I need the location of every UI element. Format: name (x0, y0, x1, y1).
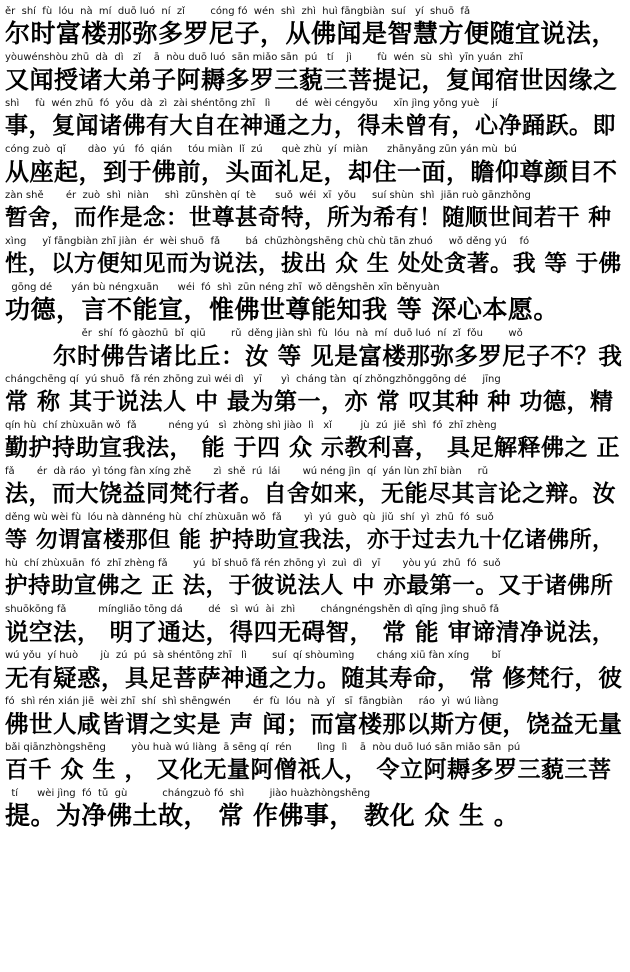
chinese-text: 尔时富楼那弥多罗尼子，从佛闻是智慧方便随宜说法， (5, 19, 618, 48)
chinese-text: 事，复闻诸佛有大自在神通之力，得未曾有，心净踊跃。即 (5, 112, 616, 139)
text-line (5, 328, 622, 374)
text-line (5, 236, 622, 282)
text-line (5, 696, 622, 742)
pinyin-annotation: qín hù chí zhùxuān wǒ fǎ néng yú sì zhòng shì jiào lì xǐ jù zú jiě shì fó zhī zhèng (5, 420, 497, 431)
chinese-text: 又闻授诸大弟子阿耨多罗三藐三菩提记，复闻宿世因缘之 (5, 65, 618, 94)
pinyin-annotation: shì fù wén zhū fó yǒu dà zì zài shéntōng zhī lì dé wèi céngyǒu xīn jìng yǒng yuè jí (5, 98, 498, 109)
pinyin-annotation: ěr shí fù lóu nà mí duō luó ní zǐ cóng fó wén shì zhì huì fāngbiàn suí yí shuō fǎ (5, 6, 471, 17)
text-line (5, 466, 622, 512)
text-body (5, 6, 622, 834)
chinese-text: 等 勿谓富楼那但 能 护持助宣我法，亦于过去九十亿诸佛所， (5, 527, 615, 553)
pinyin-annotation: gōng dé yán bù néngxuān wéi fó shì zūn néng zhī wǒ děngshēn xīn běnyuàn (5, 282, 440, 293)
chinese-text: 百千 众 生 ， 又化无量阿僧祇人， 令立阿耨多罗三藐三菩 (5, 756, 612, 783)
chinese-text: 从座起，到于佛前，头面礼足，却住一面，瞻仰尊颜目不 (5, 157, 618, 186)
pinyin-annotation: tí wèi jìng fó tǔ gù chángzuò fó shì jiào huàzhòngshēng (5, 788, 371, 799)
chinese-text: 说空法， 明了通达，得四无碍智， 常 能 审谛清净说法， (5, 618, 616, 646)
chinese-text: 尔时佛告诸比丘：汝 等 见是富楼那弥多罗尼子不？我 (53, 342, 622, 370)
text-line (5, 6, 622, 52)
pinyin-annotation: chángchēng qí yú shuō fǎ rén zhōng zuì wéi dì yī yì cháng tàn qí zhǒngzhǒnggōng dé jīng (5, 374, 501, 385)
text-line (5, 604, 622, 650)
text-line (5, 190, 622, 236)
chinese-text: 勤护持助宣我法， 能 于四 众 示教利喜， 具足解释佛之 正 (5, 434, 621, 461)
text-line (5, 512, 622, 558)
chinese-text: 性，以方便知见而为说法，拔出 众 生 处处贪著。我 等 于佛 (5, 251, 622, 277)
chinese-text: 功德，言不能宣，惟佛世尊能知我 等 深心本愿。 (5, 295, 559, 324)
pinyin-annotation: cóng zuò qǐ dào yú fó qián tóu miàn lǐ zú què zhù yí miàn zhānyǎng zūn yán mù bú (5, 144, 517, 155)
text-line (5, 650, 622, 696)
pinyin-annotation: xìng yǐ fāngbiàn zhī jiàn ér wèi shuō fǎ bá chūzhòngshēng chù chù tān zhuó wǒ děng yú fó (5, 236, 530, 247)
chinese-text: 常 称 其于说法人 中 最为第一，亦 常 叹其种 种 功德，精 (5, 388, 614, 415)
text-line (5, 282, 622, 328)
pinyin-annotation: fǎ ér dà ráo yì tóng fàn xíng zhě zì shě rú lái wú néng jìn qí yán lùn zhī biàn rǔ (5, 466, 489, 477)
chinese-text: 暂舍，而作是念：世尊甚奇特，所为希有！随顺世间若干 种 (5, 205, 612, 231)
text-line (5, 144, 622, 190)
pinyin-annotation: yòuwénshòu zhū dà dì zǐ ā nòu duō luó sān miǎo sān pú tí jì fù wén sù shì yīn yuán zhī (5, 52, 523, 63)
chinese-text: 法，而大饶益同梵行者。自舍如来，无能尽其言论之辩。汝 (5, 480, 616, 507)
pinyin-annotation: fó shì rén xián jiē wèi zhī shí shì shēngwén ér fù lóu nà yǐ sī fāngbiàn ráo yì wú liàng (5, 696, 499, 707)
text-line (5, 420, 622, 466)
text-line (5, 98, 622, 144)
text-line (5, 374, 622, 420)
text-line (5, 788, 622, 834)
chinese-text: 提。为净佛土故， 常 作佛事， 教化 众 生 。 (5, 801, 520, 830)
pinyin-annotation: wú yǒu yí huò jù zú pú sà shéntōng zhī lì suí qí shòumìng cháng xiū fàn xíng bǐ (5, 650, 501, 661)
pinyin-annotation: hù chí zhùxuān fó zhī zhèng fǎ yú bǐ shuō fǎ rén zhōng yì zuì dì yī yòu yú zhū fó suǒ (5, 558, 501, 569)
pinyin-annotation: ěr shí fó gàozhū bǐ qiū rǔ děng jiàn shì fù lóu nà mí duō luó ní zǐ fǒu wǒ (53, 328, 523, 339)
chinese-text: 护持助宣佛之 正 法，于彼说法人 中 亦最第一。又于诸佛所 (5, 573, 614, 599)
pinyin-annotation: děng wù wèi fù lóu nà dànnéng hù chí zhùxuān wǒ fǎ yì yú guò qù jiǔ shí yì zhū fó suǒ (5, 512, 494, 523)
pinyin-annotation: shuōkōng fǎ míngliǎo tōng dá dé sì wú ài zhì chángnéngshěn dì qīng jìng shuō fǎ (5, 604, 500, 615)
pinyin-annotation: bǎi qiānzhòngshēng yòu huà wú liàng ā sēng qí rén lìng lì ā nòu duō luó sān miǎo sān pú (5, 742, 521, 753)
pinyin-annotation: zàn shě ér zuò shì niàn shì zūnshèn qí tè suǒ wéi xī yǒu suí shùn shì jiān ruò gānzhǒng (5, 190, 531, 201)
text-line (5, 558, 622, 604)
text-line (5, 52, 622, 98)
chinese-text: 佛世人咸皆谓之实是 声 闻；而富楼那以斯方便，饶益无量 (5, 710, 622, 738)
text-line (5, 742, 622, 788)
chinese-text: 无有疑惑，具足菩萨神通之力。随其寿命， 常 修梵行，彼 (5, 664, 622, 692)
